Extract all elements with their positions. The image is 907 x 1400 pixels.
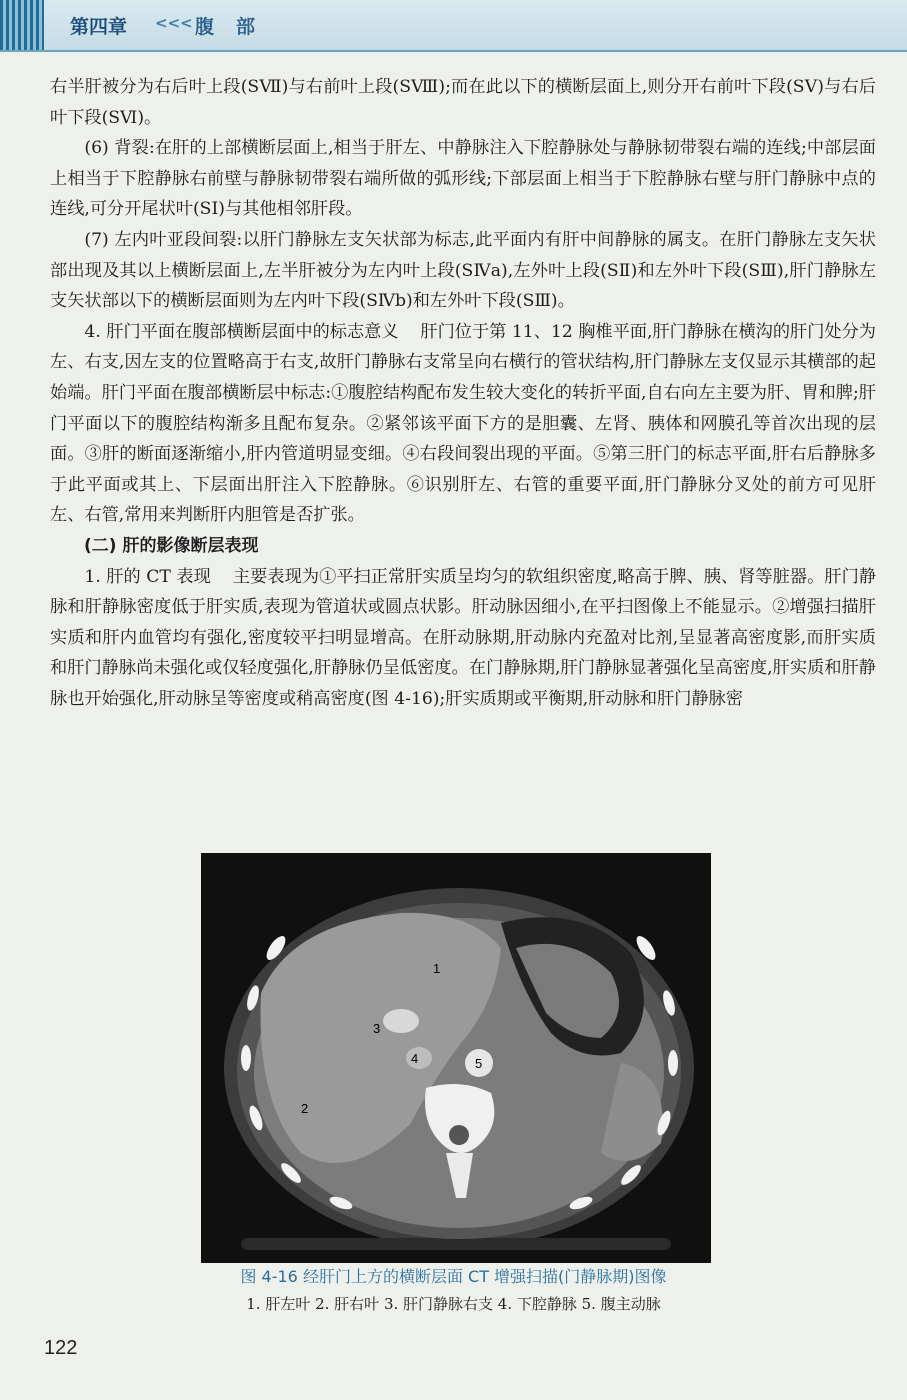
ct-scan-image: [201, 853, 711, 1263]
figure-label-3: 3: [373, 1021, 381, 1036]
paragraph-body: 主要表现为①平扫正常肝实质呈均匀的软组织密度,略高于脾、胰、肾等脏器。肝门静脉和肝静脉密度低于肝实质,表现为管道状或圆点状影。肝动脉因细小,在平扫图像上不能显示。②增强扫描肝实质和肝内血管均有强化,密度较平扫明显增高。在肝动脉期,肝动脉内充盈对比剂,呈显著高密度影,而肝实质和肝门静脉尚未强化或仅轻度强化,肝静脉仍呈低密度。在门静脉期,肝门静脉显著强化呈高密度,肝实质和肝静脉也开始强化,肝动脉呈等密度或稍高密度(图 4-16);肝实质期或平衡期,肝动脉和肝门静脉密: [50, 566, 877, 709]
figure-label-2: 2: [301, 1101, 309, 1116]
section-subheading: (二) 肝的影像断层表现: [84, 535, 259, 556]
body-text: [50, 72, 876, 714]
paragraph: [50, 562, 876, 715]
figure-label-4: 4: [411, 1051, 419, 1066]
paragraph: 右半肝被分为右后叶上段(SⅦ)与右前叶上段(SⅧ);而在此以下的横断层面上,则分开右前叶下段(SⅤ)与右后叶下段(SⅥ)。: [50, 77, 876, 128]
page-number: 122: [44, 1337, 78, 1359]
paragraph-body: 肝门位于第 11、12 胸椎平面,肝门静脉在横沟的肝门处分为左、右支,因左支的位置略高于右支,故肝门静脉右支常呈向右横行的管状结构,肝门静脉左支仅显示其横部的起始端。肝门平面在腹部横断层中标志:①腹腔结构配布发生较大变化的转折平面,自右向左主要为肝、胃和脾;肝门平面以下的腹腔结构渐多且配布复杂。②紧邻该平面下方的是胆囊、左肾、胰体和网膜孔等首次出现的层面。③肝的断面逐渐缩小,肝内管道明显变细。④右段间裂出现的平面。⑤第三肝门的标志平面,肝右后静脉多于此平面或其上、下层面出肝注入下腔静脉。⑥识别肝左、右管的重要平面,肝门静脉分叉处的前方可见肝左、右管,常用来判断肝内胆管是否扩张。: [50, 321, 876, 526]
figure-label-5: 5: [475, 1056, 483, 1071]
chapter-title: 第四章: [70, 16, 128, 38]
paragraph: (7) 左内叶亚段间裂:以肝门静脉左支矢状部为标志,此平面内有肝中间静脉的属支。在肝门静脉左支矢状部出现及其以上横断层面上,左半肝被分为左内叶上段(SⅣa),左外叶上段(SⅡ)和左外叶下段(SⅢ),肝门静脉左支矢状部以下的横断层面则为左内叶下段(SⅣb)和左外叶下段(SⅢ)。: [50, 229, 876, 312]
figure-label-1: 1: [433, 961, 441, 976]
figure-legend: 1. 肝左叶 2. 肝右叶 3. 肝门静脉右支 4. 下腔静脉 5. 腹主动脉: [246, 1295, 661, 1313]
section-title: 腹部: [195, 16, 278, 38]
paragraph: [50, 317, 876, 531]
figure-caption: 图 4-16 经肝门上方的横断层面 CT 增强扫描(门静脉期)图像: [240, 1267, 667, 1286]
chevron-left-icon: <<<: [155, 14, 193, 32]
paragraph-title: 1. 肝的 CT 表现: [84, 566, 211, 587]
paragraph: (6) 背裂:在肝的上部横断层面上,相当于肝左、中静脉注入下腔静脉处与静脉韧带裂右端的连线;中部层面上相当于下腔静脉右前壁与静脉韧带裂右端所做的弧形线;下部层面上相当于下腔静脉右壁与肝门静脉中点的连线,可分开尾状叶(SⅠ)与其他相邻肝段。: [50, 138, 876, 220]
header-decoration: [0, 0, 44, 50]
paragraph-title: 4. 肝门平面在腹部横断层面中的标志意义: [84, 321, 399, 342]
page-header: [0, 0, 907, 52]
